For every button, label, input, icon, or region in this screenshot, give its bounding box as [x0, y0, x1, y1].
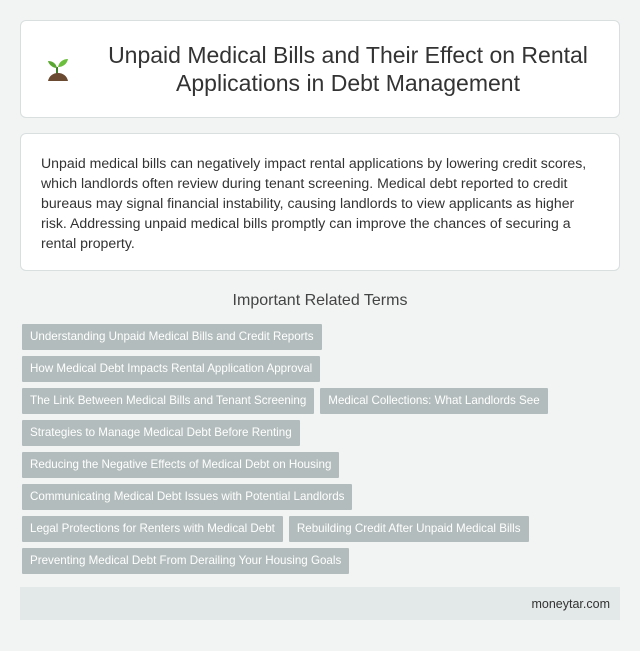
- related-term-tag[interactable]: Communicating Medical Debt Issues with Potential Landlords: [22, 484, 352, 510]
- tag-row: [22, 548, 622, 574]
- related-term-tag[interactable]: Medical Collections: What Landlords See: [320, 388, 547, 414]
- title-card: [20, 20, 620, 118]
- related-term-tag[interactable]: Reducing the Negative Effects of Medical Debt on Housing: [22, 452, 339, 478]
- page-title: Unpaid Medical Bills and Their Effect on Rental Applications in Debt Management: [108, 42, 588, 96]
- related-term-tag[interactable]: The Link Between Medical Bills and Tenant Screening: [22, 388, 314, 414]
- summary-text: Unpaid medical bills can negatively impact rental applications by lowering credit scores, which landlords often review during tenant screening. Medical debt reported to credit bureaus may signal financial instability, causing landlords to view applicants as higher risk. Addressing unpaid medical bills promptly can improve the chances of securing a rental property.: [41, 155, 587, 251]
- related-term-tag[interactable]: How Medical Debt Impacts Rental Application Approval: [22, 356, 320, 382]
- tag-row: [22, 356, 622, 382]
- related-terms-heading: Important Related Terms: [232, 292, 408, 309]
- summary-card: [20, 133, 620, 271]
- related-term-tag[interactable]: Strategies to Manage Medical Debt Before Renting: [22, 420, 300, 446]
- tag-row: [22, 452, 622, 478]
- related-term-tag[interactable]: Preventing Medical Debt From Derailing Your Housing Goals: [22, 548, 349, 574]
- related-term-tag[interactable]: Rebuilding Credit After Unpaid Medical Bills: [289, 516, 529, 542]
- footer: [20, 587, 620, 620]
- seedling-icon: [41, 52, 75, 86]
- related-term-tag[interactable]: Understanding Unpaid Medical Bills and Credit Reports: [22, 324, 322, 350]
- title-inner: [41, 41, 599, 97]
- tag-row: [22, 516, 622, 542]
- footer-site-link[interactable]: moneytar.com: [531, 596, 610, 611]
- tag-row: [22, 484, 622, 510]
- related-terms-list: [22, 324, 622, 580]
- tag-row: [22, 324, 622, 350]
- tag-row: [22, 420, 622, 446]
- related-term-tag[interactable]: Legal Protections for Renters with Medical Debt: [22, 516, 283, 542]
- tag-row: [22, 388, 622, 414]
